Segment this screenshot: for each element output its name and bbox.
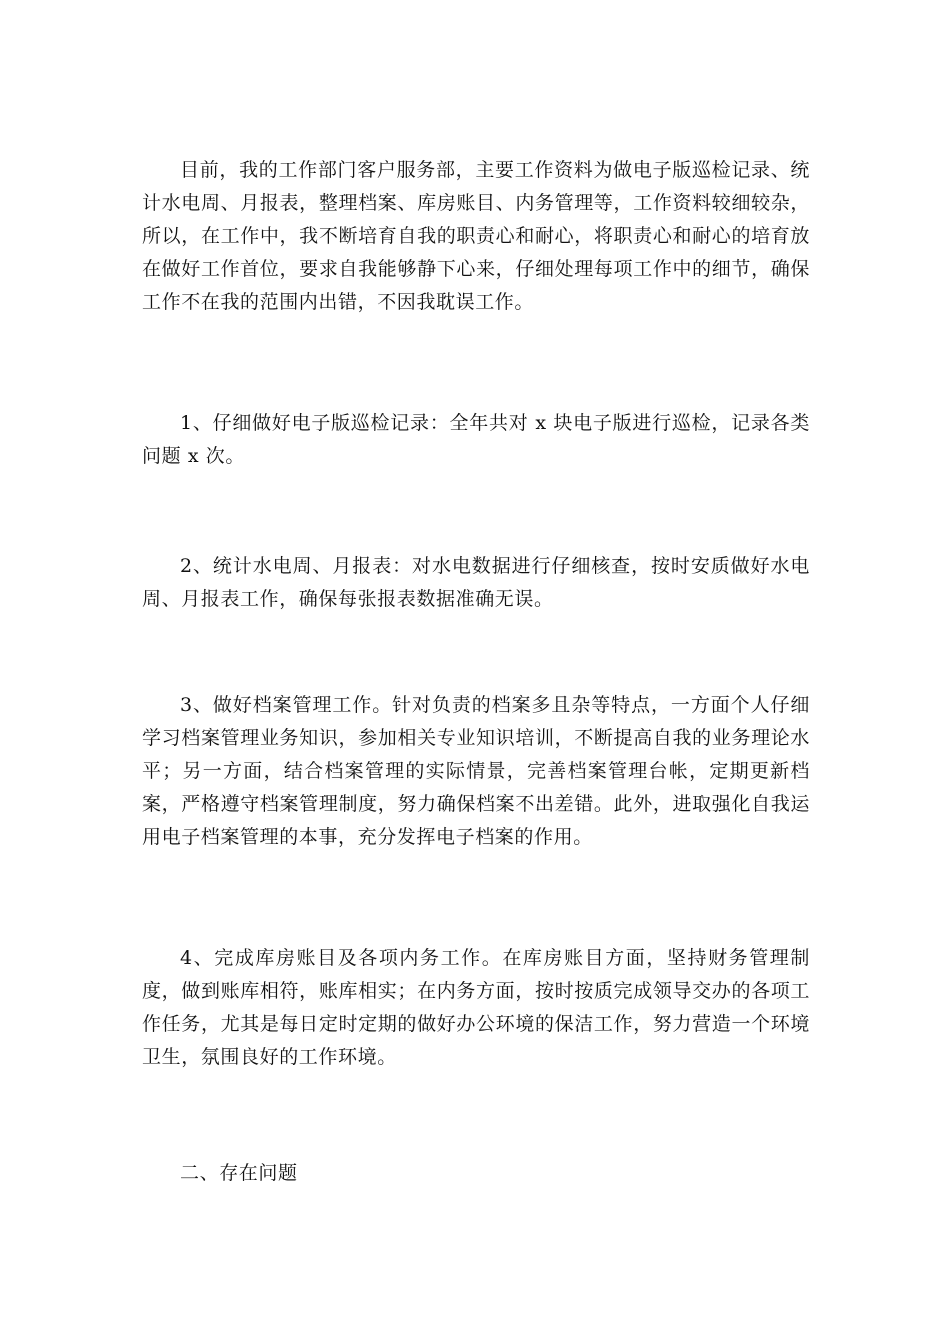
section-heading-problems: 二、存在问题	[180, 1162, 298, 1184]
item-1-paragraph: 1、仔细做好电子版巡检记录：全年共对 x 块电子版进行巡检，记录各类问题 x 次。	[142, 412, 810, 467]
item-2-paragraph: 2、统计水电周、月报表：对水电数据进行仔细核查，按时安质做好水电周、月报表工作，确保每张报表数据准确无误。	[142, 555, 810, 610]
intro-paragraph: 目前，我的工作部门客户服务部，主要工作资料为做电子版巡检记录、统计水电周、月报表，整理档案、库房账目、内务管理等，工作资料较细较杂，所以，在工作中，我不断培育自我的职责心和耐心，将职责心和耐心的培育放在做好工作首位，要求自我能够静下心来，仔细处理每项工作中的细节，确保工作不在我的范围内出错，不因我耽误工作。	[142, 159, 810, 313]
item-3-paragraph: 3、做好档案管理工作。针对负责的档案多且杂等特点，一方面个人仔细学习档案管理业务知识，参加相关专业知识培训，不断提高自我的业务理论水平；另一方面，结合档案管理的实际情景，完善档案管理台帐，定期更新档案，严格遵守档案管理制度，努力确保档案不出差错。此外，进取强化自我运用电子档案管理的本事，充分发挥电子档案的作用。	[142, 694, 810, 848]
item-4-paragraph: 4、完成库房账目及各项内务工作。在库房账目方面，坚持财务管理制度，做到账库相符，账库相实；在内务方面，按时按质完成领导交办的各项工作任务，尤其是每日定时定期的做好办公环境的保洁工作，努力营造一个环境卫生，氛围良好的工作环境。	[142, 947, 810, 1068]
